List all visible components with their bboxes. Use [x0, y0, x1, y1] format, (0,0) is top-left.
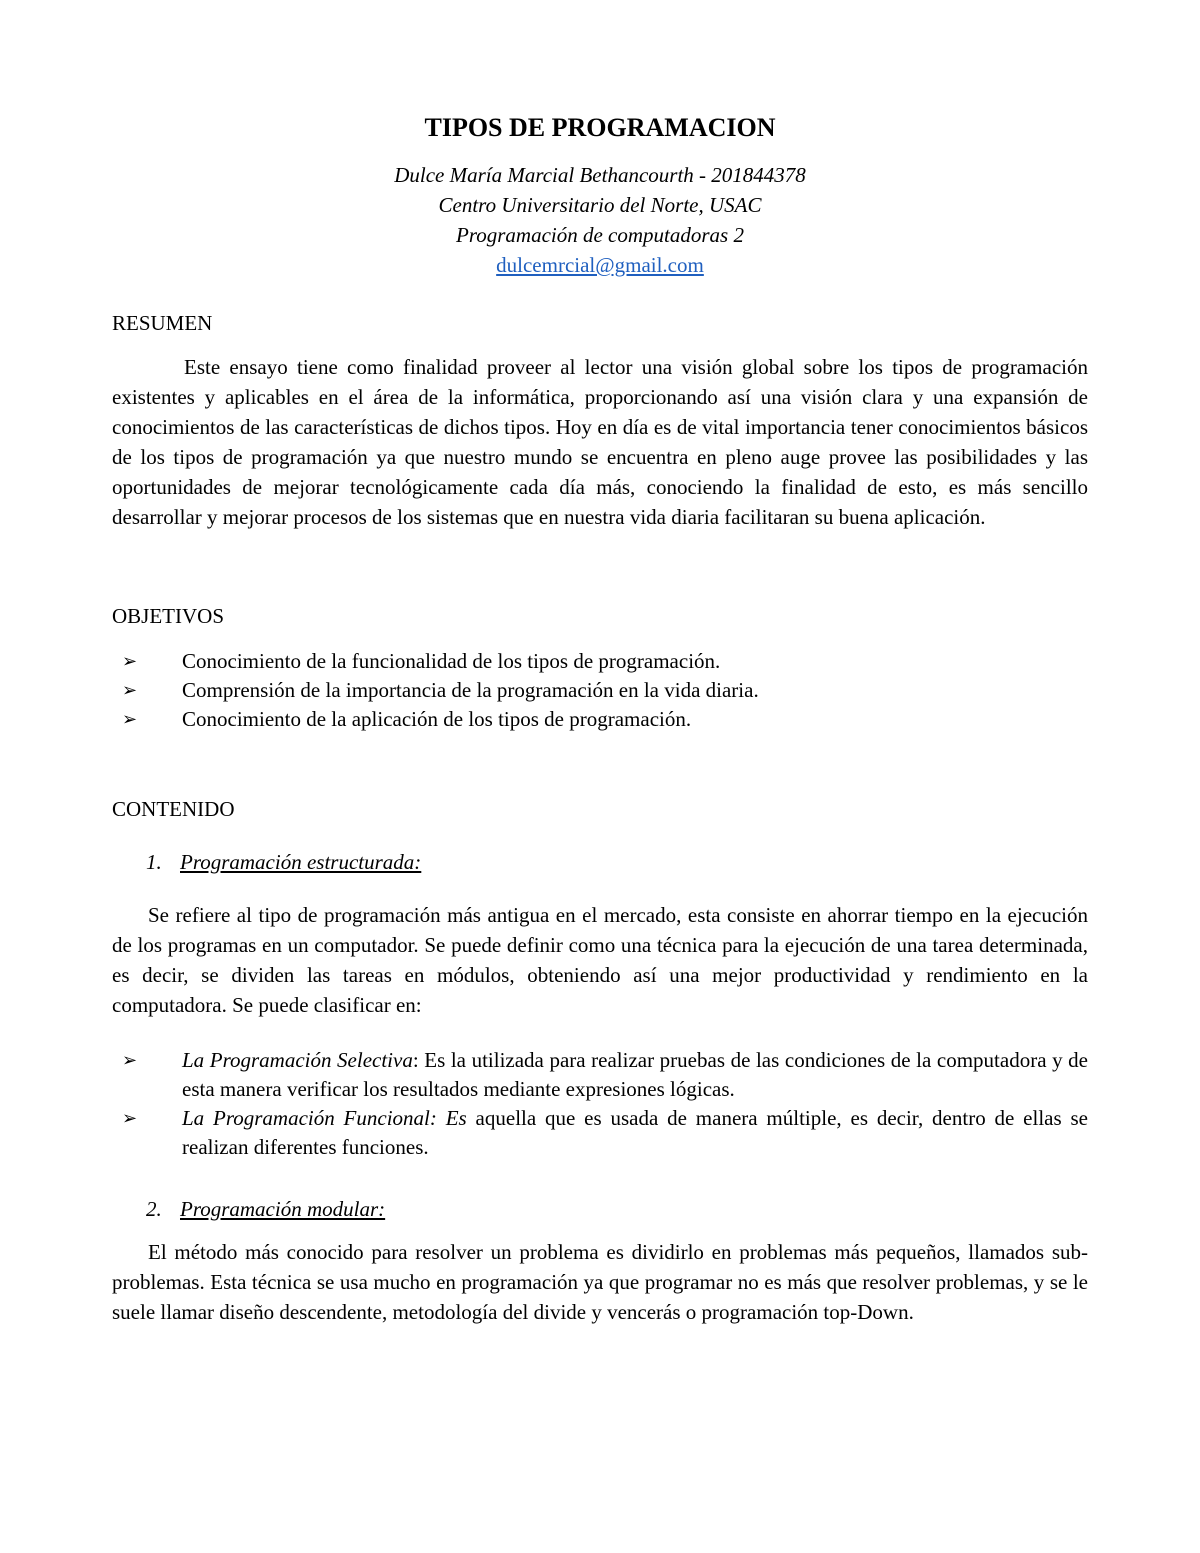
list-item: ➢ La Programación Funcional: Es aquella que es usada de manera múltiple, es decir, dentro de ellas se realizan diferentes funciones.	[122, 1106, 1088, 1159]
institution-name: Centro Universitario del Norte, USAC	[438, 193, 762, 217]
arrowhead-bullet-icon: ➢	[122, 680, 138, 700]
arrowhead-bullet-icon: ➢	[122, 709, 138, 729]
course-name: Programación de computadoras 2	[456, 223, 744, 247]
author-block	[0, 160, 1200, 280]
item-term: La Programación Selectiva	[182, 1048, 413, 1072]
structured-paragraph: Se refiere al tipo de programación más antigua en el mercado, esta consiste en ahorrar tiempo en la ejecución de los programas en un computador. Se puede definir como una técnica para la ejecución de una tarea determinada, es decir, se dividen las tareas en módulos, obteniendo así una mejor productividad y rendimiento en la computadora. Se puede clasificar en:	[112, 903, 1088, 1017]
section-number: 2.	[146, 1197, 162, 1221]
resumen-paragraph: Este ensayo tiene como finalidad proveer al lector una visión global sobre los tipos de programación existentes y aplicables en el área de la informática, proporcionando así una visión clara y una expansión de conocimientos de las características de dichos tipos. Hoy en día es de vital importancia tener conocimientos básicos de los tipos de programación ya que nuestro mundo se encuentra en pleno auge provee las posibilidades y las oportunidades de mejorar tecnológicamente cada día más, conociendo la finalidad de esto, es más sencillo desarrollar y mejorar procesos de los sistemas que en nuestra vida diaria facilitaran su buena aplicación.	[112, 355, 1088, 529]
section-title: Programación estructurada:	[180, 850, 422, 874]
modular-paragraph: El método más conocido para resolver un problema es dividirlo en problemas más pequeños, llamados sub-problemas. Esta técnica se usa mucho en programación ya que programar no es más que resolver problemas, y se le suele llamar diseño descendente, metodología del divide y vencerás o programación top-Down.	[112, 1240, 1088, 1324]
resumen-heading: RESUMEN	[112, 311, 213, 335]
email-link[interactable]: dulcemrcial@gmail.com	[496, 253, 704, 277]
section-number: 1.	[146, 850, 162, 874]
author-name: Dulce María Marcial Bethancourth - 201844378	[394, 163, 806, 187]
section-title: Programación modular:	[180, 1197, 386, 1221]
arrowhead-bullet-icon: ➢	[122, 651, 138, 671]
document-title: TIPOS DE PROGRAMACION	[424, 113, 776, 142]
objetivos-heading: OBJETIVOS	[112, 604, 225, 628]
section-heading-structured	[112, 848, 421, 876]
section-heading-modular	[112, 1195, 385, 1223]
objetivos-list	[112, 647, 1088, 734]
list-item: ➢ Conocimiento de la aplicación de los tipos de programación.	[112, 705, 1088, 734]
item-term: La Programación Funcional: Es	[182, 1106, 467, 1130]
arrowhead-bullet-icon: ➢	[122, 1108, 138, 1128]
structured-list	[112, 1046, 1088, 1162]
list-item: ➢ Conocimiento de la funcionalidad de los tipos de programación.	[112, 647, 1088, 676]
list-item: ➢ Comprensión de la importancia de la programación en la vida diaria.	[112, 676, 1088, 705]
arrowhead-bullet-icon: ➢	[122, 1050, 138, 1070]
list-item: ➢ La Programación Selectiva: Es la utilizada para realizar pruebas de las condiciones de la computadora y de esta manera verificar los resultados mediante expresiones lógicas.	[122, 1048, 1088, 1101]
contenido-heading: CONTENIDO	[112, 797, 235, 821]
